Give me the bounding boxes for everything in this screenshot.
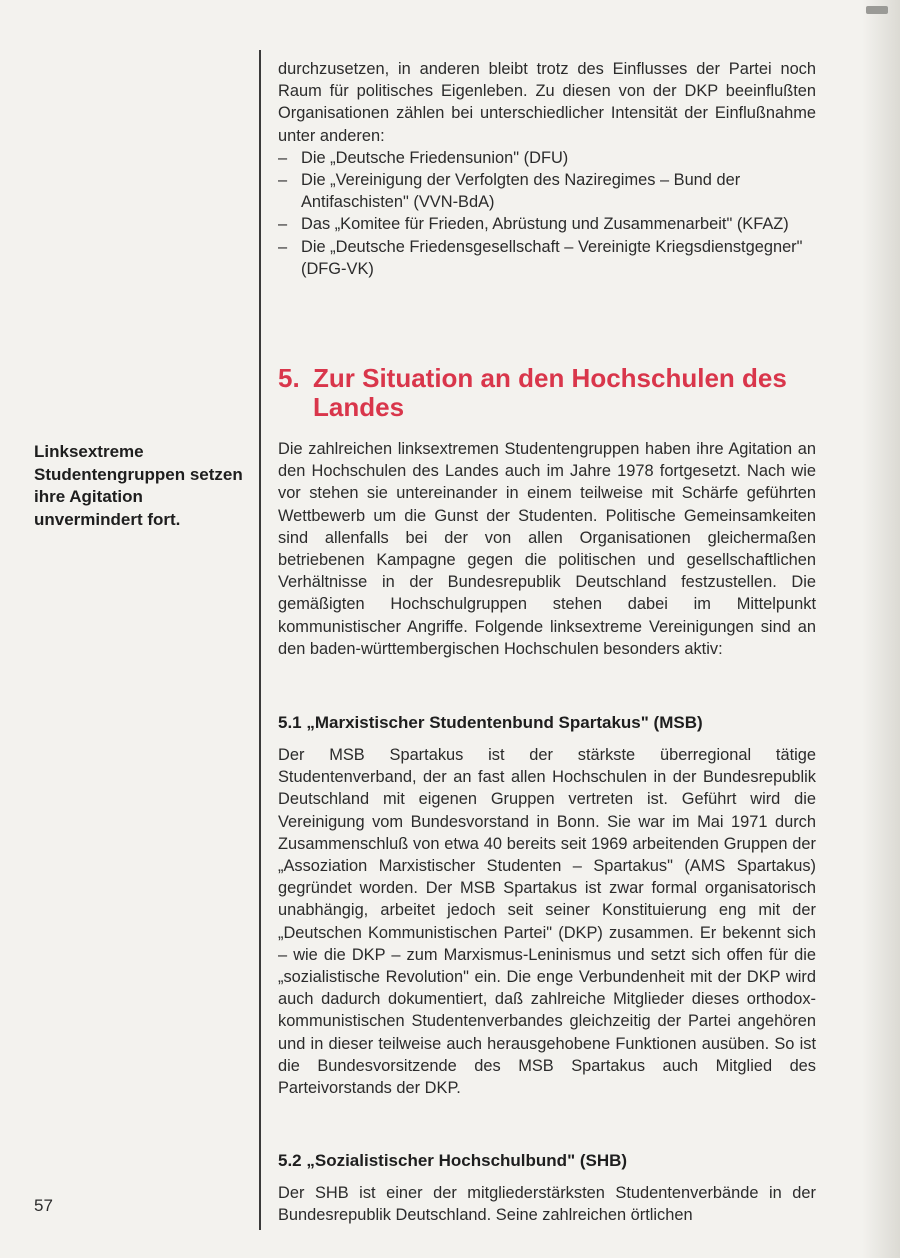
section-5-1-heading: 5.1 „Marxistischer Studentenbund Spartakus" (MSB)	[278, 713, 703, 732]
section-5-title: Zur Situation an den Hochschulen des Landes	[313, 363, 787, 422]
list-item: – Die „Deutsche Friedensgesellschaft – Vereinigte Kriegsdienstgegner" (DFG-VK)	[278, 236, 816, 280]
list-item: – Die „Vereinigung der Verfolgten des Naziregimes – Bund der Antifaschisten" (VVN-BdA)	[278, 169, 816, 213]
section-5-paragraph: Die zahlreichen linksextremen Studentengruppen haben ihre Agitation an den Hochschulen des Landes auch im Jahre 1978 fortgesetzt. Nach wie vor stehen sie untereinander in einem teilweise mit Schärfe geführten Wettbewerb um die Gunst der Studenten. Politische Gemeinsamkeiten sind allenfalls bei der von allen Organisationen gleichermaßen betriebenen Kampagne gegen die politischen und gesellschaftlichen Verhältnisse in der Bundesrepublik Deutschland festzustellen. Die gemäßigten Hochschulgruppen stehen dabei im Mittelpunkt kommunistischer Angriffe. Folgende linksextreme Vereinigungen sind an den baden-württembergischen Hochschulen besonders aktiv:	[278, 440, 816, 658]
page-corner-mark	[866, 6, 888, 14]
column-divider	[259, 50, 261, 1230]
list-item: – Die „Deutsche Friedensunion" (DFU)	[278, 147, 816, 169]
list-item: – Das „Komitee für Frieden, Abrüstung und Zusammenarbeit" (KFAZ)	[278, 213, 816, 235]
section-5-number: 5.	[278, 363, 300, 393]
intro-block	[278, 58, 816, 280]
intro-paragraph: durchzusetzen, in anderen bleibt trotz des Einflusses der Partei noch Raum für politisches Eigenleben. Zu diesen von der DKP beeinflußten Organisationen zählen bei unterschiedlicher Intensität der Einflußnahme unter anderen:	[278, 60, 816, 145]
margin-note: Linksextreme Studentengruppen setzen ihre Agitation unvermindert fort.	[34, 442, 243, 529]
section-5-2-body	[278, 1182, 816, 1226]
section-5-2-heading: 5.2 „Sozialistischer Hochschulbund" (SHB)	[278, 1151, 628, 1170]
section-5-body	[278, 438, 816, 660]
page-edge-shadow	[862, 0, 900, 1258]
section-5-1-paragraph: Der MSB Spartakus ist der stärkste überregional tätige Studentenverband, der an fast allen Hochschulen in der Bundesrepublik Deutschland mit eigenen Gruppen vertreten ist. Geführt wird die Vereinigung vom Bundesvorstand in Bonn. Sie war im Mai 1971 durch Zusammenschluß von etwa 40 bereits seit 1969 arbeitenden Gruppen der „Assoziation Marxistischer Studenten – Spartakus" (AMS Spartakus) gegründet worden. Der MSB Spartakus ist zwar formal organisatorisch unabhängig, arbeitet jedoch seit seiner Konstituierung eng mit der „Deutschen Kommunistischen Partei" (DKP) zusammen. Er bekennt sich – wie die DKP – zum Marxismus-Leninismus und setzt sich offen für die „sozialistische Revolution" ein. Die enge Verbundenheit mit der DKP wird auch dadurch dokumentiert, daß zahlreiche Mitglieder dieses orthodox-kommunistischen Studentenverbandes gleichzeitig der Partei angehören und in dieser teilweise auch herausgehobene Funktionen ausüben. So ist die Bundesvorsitzende des MSB Spartakus auch Mitglied des Parteivorstands der DKP.	[278, 746, 816, 1098]
section-5-2-paragraph: Der SHB ist einer der mitgliederstärksten Studentenverbände in der Bundesrepublik Deutschland. Seine zahlreichen örtlichen	[278, 1184, 816, 1225]
organisation-list	[278, 147, 816, 280]
page-number: 57	[34, 1196, 53, 1215]
section-5-heading	[278, 364, 818, 422]
section-5-1-body	[278, 744, 816, 1099]
